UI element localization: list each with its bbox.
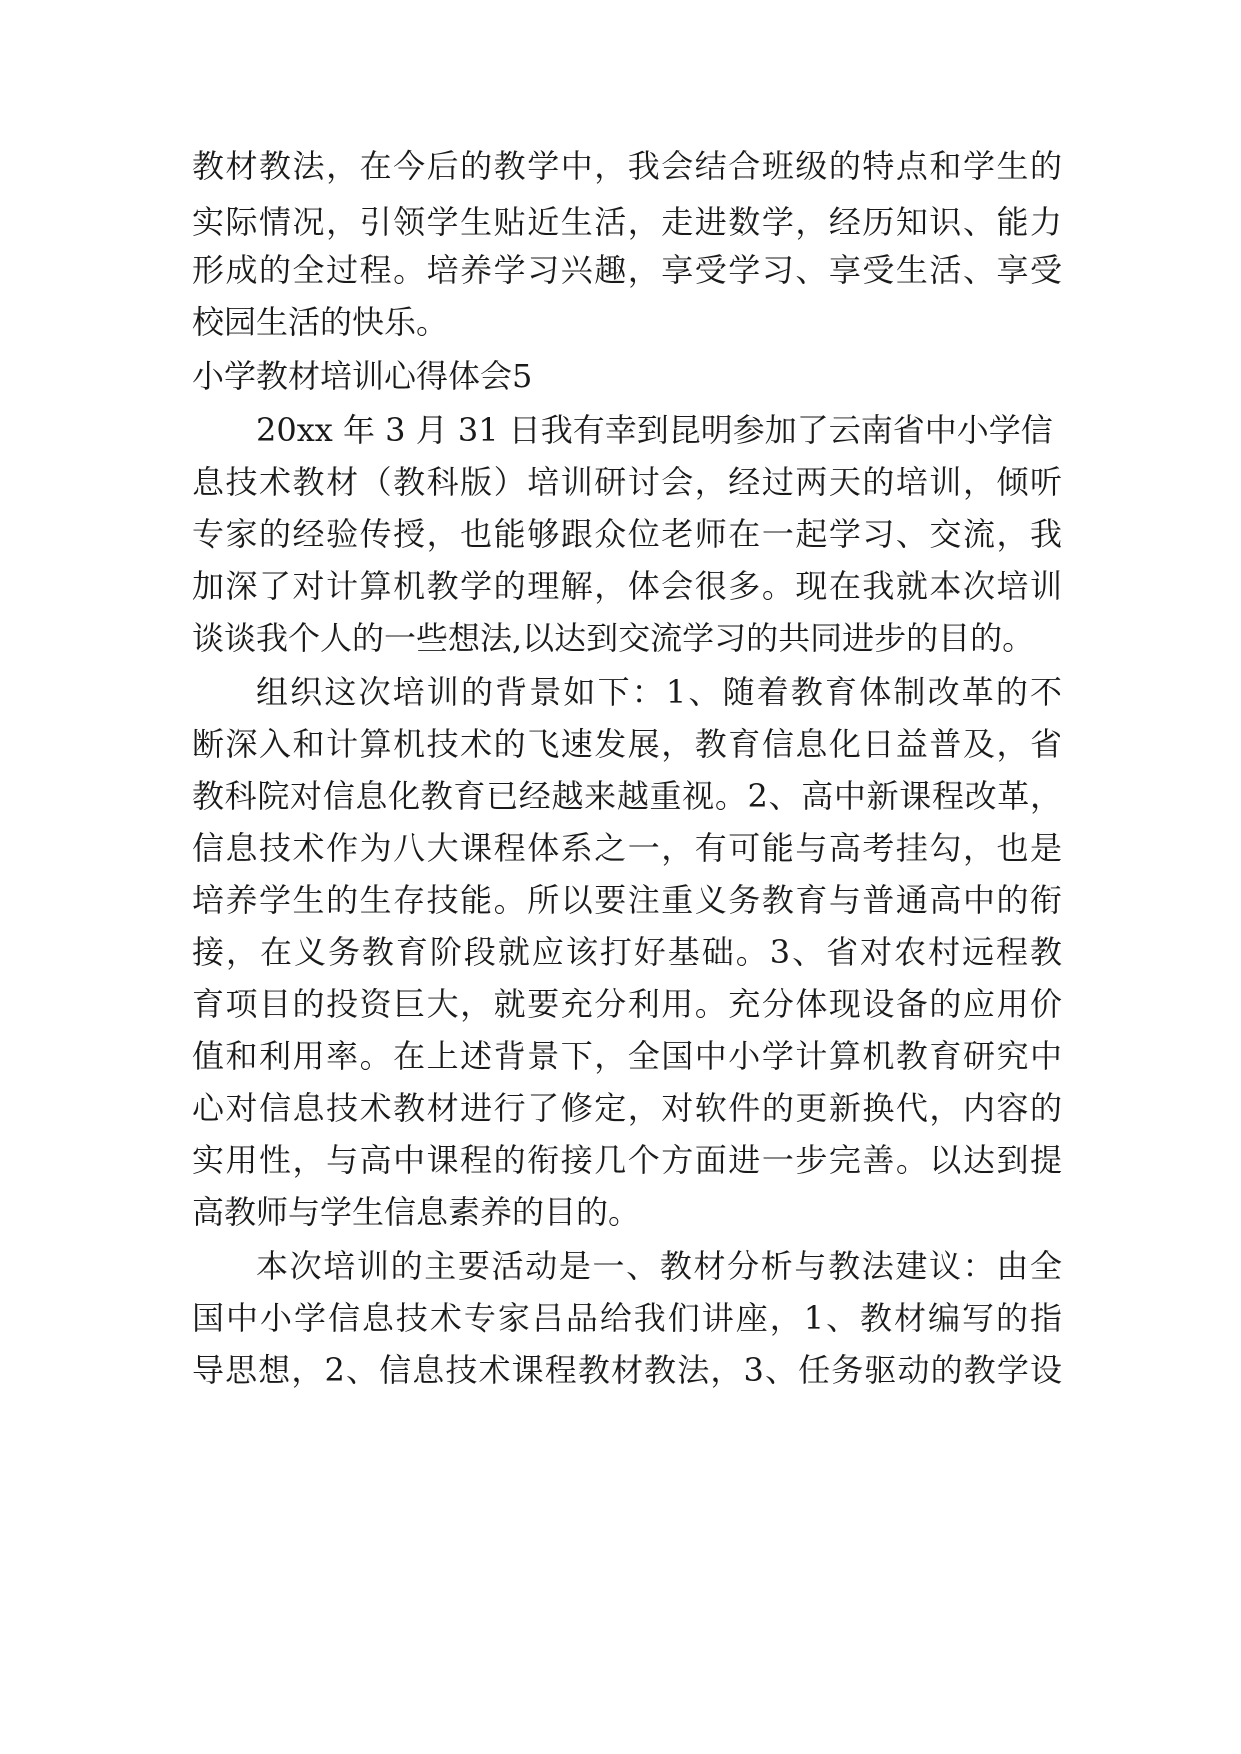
text-line: 接，在义务教育阶段就应该打好基础。3、省对农村远程教 (192, 933, 1062, 971)
text-line: 形成的全过程。培养学习兴趣，享受学习、享受生活、享受 (192, 251, 1062, 289)
text-line: 加深了对计算机教学的理解，体会很多。现在我就本次培训 (192, 567, 1062, 605)
text-line: 断深入和计算机技术的飞速发展，教育信息化日益普及，省 (192, 725, 1062, 763)
text-line: 导思想，2、信息技术课程教材教法，3、任务驱动的教学设 (192, 1351, 1062, 1389)
text-line: 育项目的投资巨大，就要充分利用。充分体现设备的应用价 (192, 985, 1062, 1023)
text-line: 息技术教材（教科版）培训研讨会，经过两天的培训，倾听 (192, 463, 1062, 501)
text-line: 高教师与学生信息素养的目的。 (192, 1193, 641, 1231)
text-line: 20xx 年 3 月 31 日我有幸到昆明参加了云南省中小学信 (256, 411, 1053, 449)
text-line: 教材教法，在今后的教学中，我会结合班级的特点和学生的 (192, 147, 1062, 185)
text-line: 实用性，与高中课程的衔接几个方面进一步完善。以达到提 (192, 1141, 1062, 1179)
text-line: 组织这次培训的背景如下：1、随着教育体制改革的不 (256, 673, 1062, 711)
text-line: 心对信息技术教材进行了修定，对软件的更新换代，内容的 (192, 1089, 1062, 1127)
text-line: 专家的经验传授，也能够跟众位老师在一起学习、交流，我 (192, 515, 1062, 553)
text-line: 实际情况，引领学生贴近生活，走进数学，经历知识、能力 (192, 203, 1062, 241)
text-line: 谈谈我个人的一些想法,以达到交流学习的共同进步的目的。 (192, 619, 1035, 657)
text-line: 值和利用率。在上述背景下，全国中小学计算机教育研究中 (192, 1037, 1062, 1075)
text-line: 教科院对信息化教育已经越来越重视。2、高中新课程改革， (192, 777, 1062, 815)
text-line: 国中小学信息技术专家吕品给我们讲座，1、教材编写的指 (192, 1299, 1062, 1337)
section-title: 小学教材培训心得体会5 (192, 357, 533, 395)
text-line: 培养学生的生存技能。所以要注重义务教育与普通高中的衔 (192, 881, 1062, 919)
text-line: 信息技术作为八大课程体系之一，有可能与高考挂勾，也是 (192, 829, 1062, 867)
text-line: 校园生活的快乐。 (192, 303, 449, 341)
text-line: 本次培训的主要活动是一、教材分析与教法建议：由全 (256, 1247, 1062, 1285)
